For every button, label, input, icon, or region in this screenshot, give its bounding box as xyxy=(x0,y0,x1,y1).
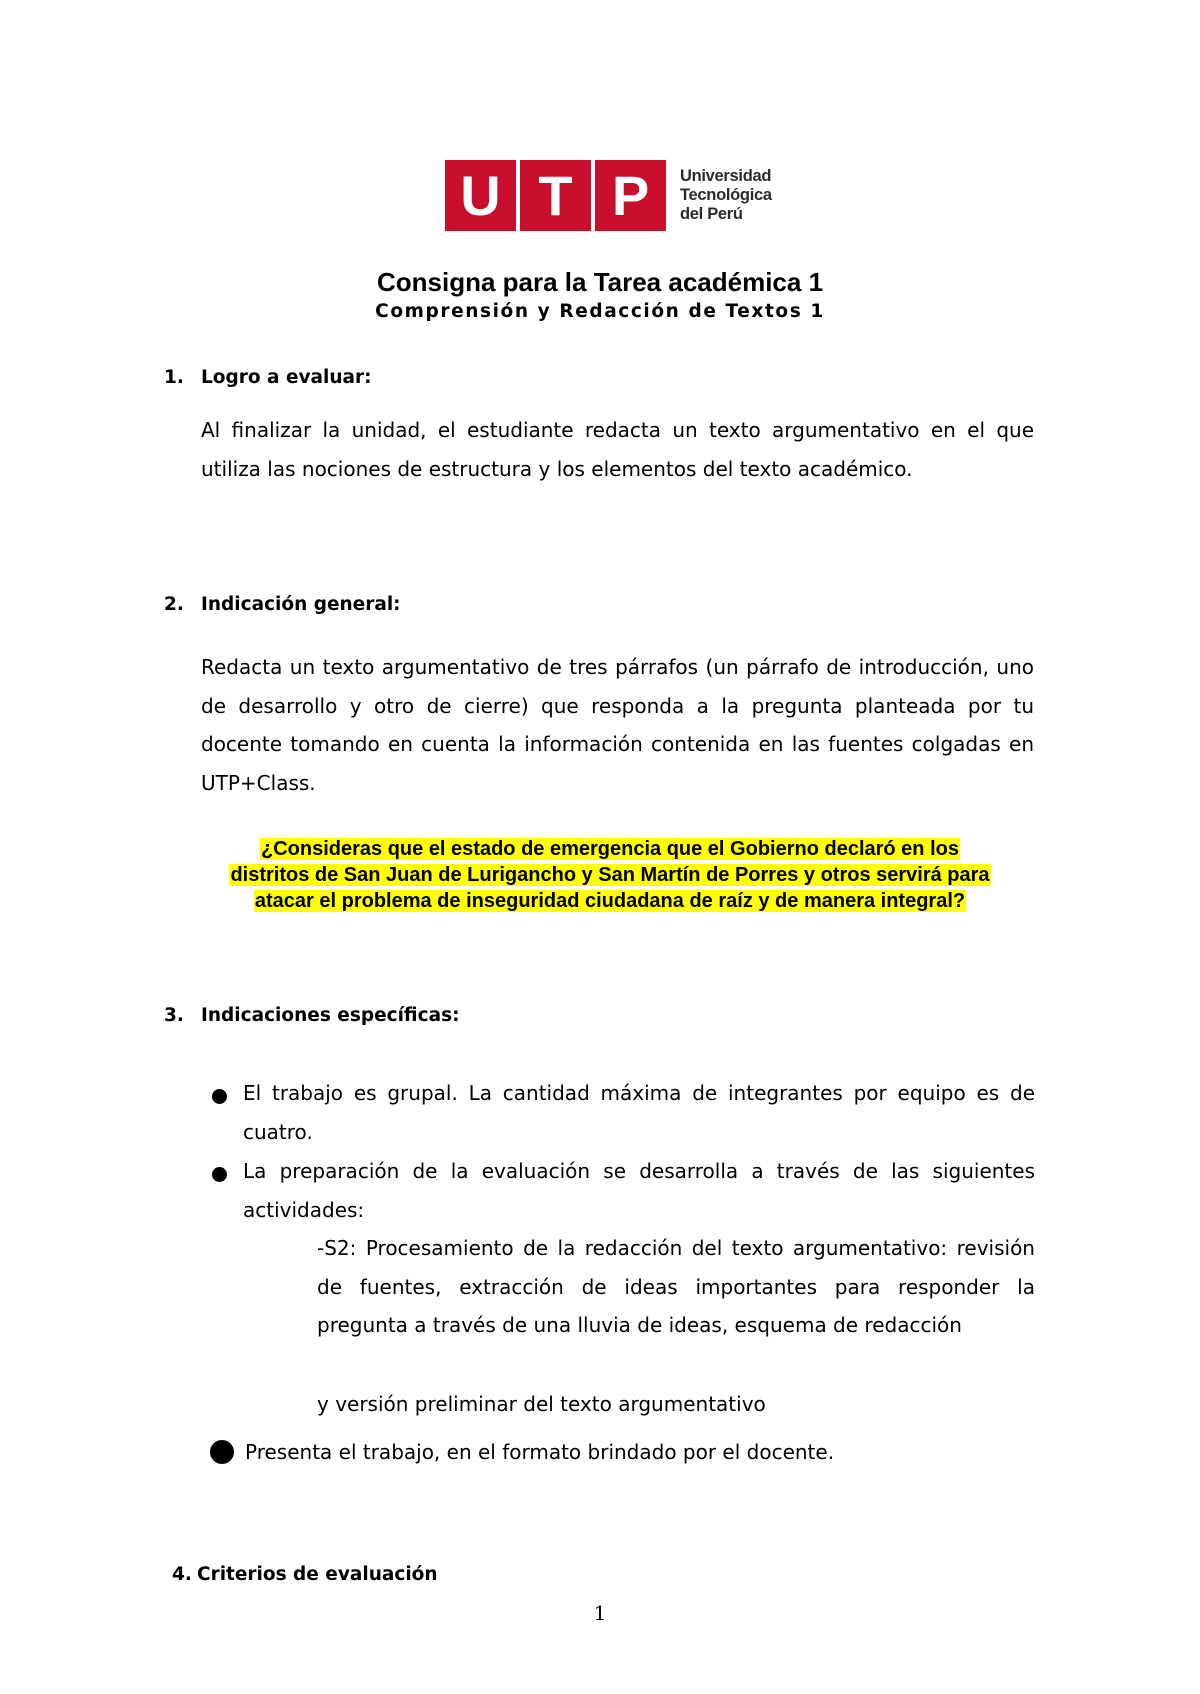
bullet-icon xyxy=(210,1440,234,1464)
bullet-3-text: Presenta el trabajo, en el formato brindado por el docente. xyxy=(245,1440,835,1464)
section-2-number: 2. xyxy=(164,594,184,615)
question-line-1: ¿Consideras que el estado de emergencia que el Gobierno declaró en los xyxy=(261,838,959,860)
bullet-icon xyxy=(212,1089,227,1104)
bullet-2-subtext: -S2: Procesamiento de la redacción del texto argumentativo: revisión de fuentes, extracción de ideas importantes para responder la pregunta a través de una lluvia de ideas, esquema de redacción xyxy=(317,1236,1035,1337)
bullet-1-text: El trabajo es grupal. La cantidad máxima de integrantes por equipo es de cuatro. xyxy=(243,1081,1035,1144)
logo-wordmark xyxy=(680,167,772,224)
section-4-heading xyxy=(172,1563,672,1587)
logo-letter-u: U xyxy=(445,160,516,231)
bullet-2-text: La preparación de la evaluación se desarrolla a través de las siguientes actividades: xyxy=(243,1159,1035,1222)
section-3-heading xyxy=(164,1004,664,1028)
highlighted-question xyxy=(160,836,1060,914)
section-1-number: 1. xyxy=(164,367,184,388)
logo-line-2: Tecnológica xyxy=(680,186,772,204)
logo-letter-p: P xyxy=(595,160,666,231)
logo-line-1: Universidad xyxy=(680,167,772,185)
section-2-title: Indicación general: xyxy=(201,594,401,615)
section-2-body: Redacta un texto argumentativo de tres párrafos (un párrafo de introducción, uno de desarrollo y otro de cierre) que responda a la pregunta planteada por tu docente tomando en cuenta la información contenida en las fuentes colgadas en UTP+Class. xyxy=(201,655,1034,795)
page-title: Consigna para la Tarea académica 1 xyxy=(376,267,824,297)
page-subtitle: Comprensión y Redacción de Textos 1 xyxy=(375,301,825,322)
section-2-heading xyxy=(164,593,664,617)
section-3-number: 3. xyxy=(164,1005,184,1026)
section-4-title: Criterios de evaluación xyxy=(197,1564,438,1585)
logo-line-3: del Perú xyxy=(680,205,743,223)
logo-letter-t: T xyxy=(520,160,591,231)
section-1-title: Logro a evaluar: xyxy=(201,367,372,388)
utp-logo-mark xyxy=(445,160,666,231)
question-line-3: atacar el problema de inseguridad ciudadana de raíz y de manera integral? xyxy=(254,890,966,912)
utp-logo xyxy=(445,160,772,231)
section-3-title: Indicaciones específicas: xyxy=(201,1005,460,1026)
section-4-number: 4. xyxy=(172,1564,192,1585)
section-1-heading xyxy=(164,366,664,390)
question-line-2: distritos de San Juan de Lurigancho y San Martín de Porres y otros servirá para xyxy=(230,864,990,886)
bullet-icon xyxy=(212,1167,227,1182)
section-1-body: Al finalizar la unidad, el estudiante redacta un texto argumentativo en el que utiliza las nociones de estructura y los elementos del texto académico. xyxy=(201,418,1034,481)
page-number: 1 xyxy=(593,1601,607,1625)
bullet-2-subtext-last: y versión preliminar del texto argumentativo xyxy=(317,1392,766,1416)
